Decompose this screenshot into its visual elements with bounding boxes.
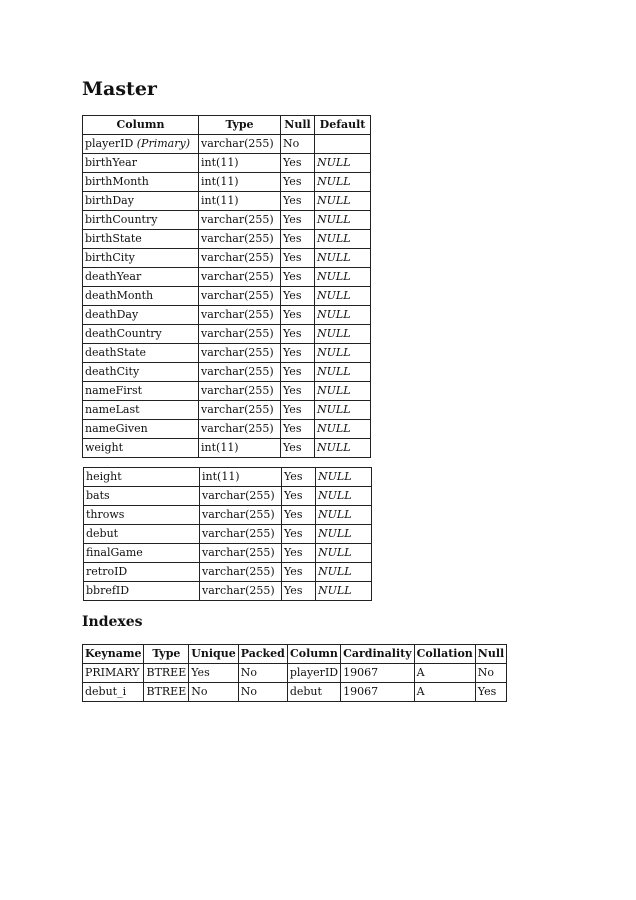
column-null: Yes <box>281 230 315 249</box>
table-row <box>83 249 371 268</box>
table-row <box>83 683 507 702</box>
column-default: NULL <box>315 382 371 401</box>
column-type: varchar(255) <box>200 544 282 563</box>
column-name: throws <box>84 506 200 525</box>
table-row <box>84 525 372 544</box>
column-type: int(11) <box>200 468 282 487</box>
column-null: Yes <box>281 268 315 287</box>
column-default: NULL <box>315 230 371 249</box>
column-default <box>315 135 371 154</box>
column-name-cell <box>83 382 199 401</box>
column-name: debut <box>84 525 200 544</box>
column-null: Yes <box>282 544 316 563</box>
column-name: deathCity <box>85 365 140 378</box>
column-null: Yes <box>281 211 315 230</box>
column-type: int(11) <box>199 192 281 211</box>
column-name-cell <box>83 268 199 287</box>
table-row <box>84 544 372 563</box>
columns-table-continued <box>83 467 372 601</box>
header-cardinality: Cardinality <box>341 645 415 664</box>
table-row <box>84 506 372 525</box>
column-null: Yes <box>281 325 315 344</box>
column-null: Yes <box>282 582 316 601</box>
column-name: nameFirst <box>85 384 143 397</box>
column-null: Yes <box>282 563 316 582</box>
column-name-cell <box>83 154 199 173</box>
column-type: varchar(255) <box>200 582 282 601</box>
column-default: NULL <box>316 487 372 506</box>
column-default: NULL <box>315 439 371 458</box>
column-default: NULL <box>316 544 372 563</box>
table-row <box>84 487 372 506</box>
column-name: birthDay <box>85 194 134 207</box>
column-name: bbrefID <box>84 582 200 601</box>
header-keyname: Keyname <box>83 645 144 664</box>
column-null: Yes <box>281 382 315 401</box>
column-name: weight <box>85 441 123 454</box>
column-name: deathCountry <box>85 327 162 340</box>
table-row <box>83 211 371 230</box>
index-collation: A <box>414 683 475 702</box>
table-row <box>83 363 371 382</box>
column-type: varchar(255) <box>199 420 281 439</box>
table-row <box>83 135 371 154</box>
page-title: Master <box>82 78 157 100</box>
table-row <box>83 382 371 401</box>
column-name: birthCity <box>85 251 135 264</box>
column-name-cell <box>83 135 199 154</box>
column-default: NULL <box>316 506 372 525</box>
column-name-cell <box>83 249 199 268</box>
table-row <box>83 401 371 420</box>
column-default: NULL <box>315 306 371 325</box>
table-row <box>83 344 371 363</box>
table-row <box>83 268 371 287</box>
index-collation: A <box>414 664 475 683</box>
column-default: NULL <box>315 344 371 363</box>
header-null: Null <box>475 645 506 664</box>
column-name-cell <box>83 173 199 192</box>
column-name: birthCountry <box>85 213 158 226</box>
column-null: Yes <box>282 506 316 525</box>
column-default: NULL <box>315 268 371 287</box>
column-name: playerID <box>85 137 134 150</box>
column-null: Yes <box>282 487 316 506</box>
index-cardinality: 19067 <box>341 664 415 683</box>
columns-table <box>82 115 371 458</box>
column-type: varchar(255) <box>199 325 281 344</box>
column-type: varchar(255) <box>199 135 281 154</box>
column-null: No <box>281 135 315 154</box>
column-type: varchar(255) <box>199 230 281 249</box>
column-null: Yes <box>281 154 315 173</box>
table-row <box>83 154 371 173</box>
column-default: NULL <box>315 249 371 268</box>
primary-key-tag: (Primary) <box>136 137 190 150</box>
column-null: Yes <box>281 306 315 325</box>
column-default: NULL <box>315 173 371 192</box>
index-type: BTREE <box>144 664 189 683</box>
header-type: Type <box>144 645 189 664</box>
column-name: deathMonth <box>85 289 154 302</box>
column-name-cell <box>83 363 199 382</box>
column-name-cell <box>83 287 199 306</box>
column-type: varchar(255) <box>199 287 281 306</box>
indexes-title: Indexes <box>82 614 143 630</box>
column-type: int(11) <box>199 439 281 458</box>
indexes-table <box>82 644 507 702</box>
index-null: Yes <box>475 683 506 702</box>
table-row <box>84 468 372 487</box>
column-name: deathState <box>85 346 147 359</box>
column-null: Yes <box>281 363 315 382</box>
column-default: NULL <box>316 525 372 544</box>
column-name-cell <box>83 439 199 458</box>
column-name: nameGiven <box>85 422 148 435</box>
column-default: NULL <box>315 287 371 306</box>
column-type: varchar(255) <box>199 249 281 268</box>
table-row <box>83 420 371 439</box>
index-unique: Yes <box>189 664 238 683</box>
column-default: NULL <box>315 211 371 230</box>
column-name: height <box>84 468 200 487</box>
header-null: Null <box>281 116 315 135</box>
column-name: deathDay <box>85 308 139 321</box>
index-packed: No <box>238 683 287 702</box>
column-type: varchar(255) <box>200 506 282 525</box>
column-default: NULL <box>315 401 371 420</box>
index-type: BTREE <box>144 683 189 702</box>
column-null: Yes <box>281 401 315 420</box>
column-default: NULL <box>315 154 371 173</box>
table-row <box>83 230 371 249</box>
table-row <box>84 582 372 601</box>
column-type: varchar(255) <box>199 401 281 420</box>
index-cardinality: 19067 <box>341 683 415 702</box>
column-name-cell <box>83 230 199 249</box>
column-default: NULL <box>316 582 372 601</box>
table-row <box>83 439 371 458</box>
header-column: Column <box>287 645 340 664</box>
column-type: int(11) <box>199 154 281 173</box>
table-row <box>83 287 371 306</box>
column-null: Yes <box>281 287 315 306</box>
header-unique: Unique <box>189 645 238 664</box>
header-collation: Collation <box>414 645 475 664</box>
column-null: Yes <box>281 420 315 439</box>
column-type: varchar(255) <box>199 211 281 230</box>
index-packed: No <box>238 664 287 683</box>
column-type: varchar(255) <box>200 525 282 544</box>
column-null: Yes <box>281 249 315 268</box>
column-name: finalGame <box>84 544 200 563</box>
column-type: varchar(255) <box>199 382 281 401</box>
indexes-header-row <box>83 645 507 664</box>
column-name: birthYear <box>85 156 137 169</box>
column-null: Yes <box>282 525 316 544</box>
column-name-cell <box>83 211 199 230</box>
column-name: bats <box>84 487 200 506</box>
column-type: varchar(255) <box>199 306 281 325</box>
column-type: varchar(255) <box>200 487 282 506</box>
table-row <box>83 664 507 683</box>
column-type: int(11) <box>199 173 281 192</box>
column-default: NULL <box>315 325 371 344</box>
index-column: debut <box>287 683 340 702</box>
column-name-cell <box>83 344 199 363</box>
column-null: Yes <box>281 192 315 211</box>
column-type: varchar(255) <box>199 344 281 363</box>
index-keyname: debut_i <box>83 683 144 702</box>
column-default: NULL <box>316 563 372 582</box>
header-default: Default <box>315 116 371 135</box>
index-unique: No <box>189 683 238 702</box>
column-name: nameLast <box>85 403 140 416</box>
column-name: retroID <box>84 563 200 582</box>
column-name: deathYear <box>85 270 142 283</box>
column-type: varchar(255) <box>199 363 281 382</box>
table-row <box>83 306 371 325</box>
column-default: NULL <box>315 363 371 382</box>
column-name-cell <box>83 325 199 344</box>
column-name-cell <box>83 401 199 420</box>
column-null: Yes <box>281 173 315 192</box>
column-type: varchar(255) <box>200 563 282 582</box>
column-name-cell <box>83 306 199 325</box>
column-name-cell <box>83 192 199 211</box>
index-column: playerID <box>287 664 340 683</box>
column-name: birthState <box>85 232 142 245</box>
column-null: Yes <box>282 468 316 487</box>
index-null: No <box>475 664 506 683</box>
index-keyname: PRIMARY <box>83 664 144 683</box>
table-row <box>83 325 371 344</box>
table-row <box>83 173 371 192</box>
column-default: NULL <box>315 420 371 439</box>
column-default: NULL <box>315 192 371 211</box>
header-type: Type <box>199 116 281 135</box>
column-null: Yes <box>281 439 315 458</box>
column-name-cell <box>83 420 199 439</box>
table-row <box>84 563 372 582</box>
header-packed: Packed <box>238 645 287 664</box>
header-column: Column <box>83 116 199 135</box>
column-name: birthMonth <box>85 175 149 188</box>
columns-header-row <box>83 116 371 135</box>
column-default: NULL <box>316 468 372 487</box>
column-type: varchar(255) <box>199 268 281 287</box>
column-null: Yes <box>281 344 315 363</box>
table-row <box>83 192 371 211</box>
